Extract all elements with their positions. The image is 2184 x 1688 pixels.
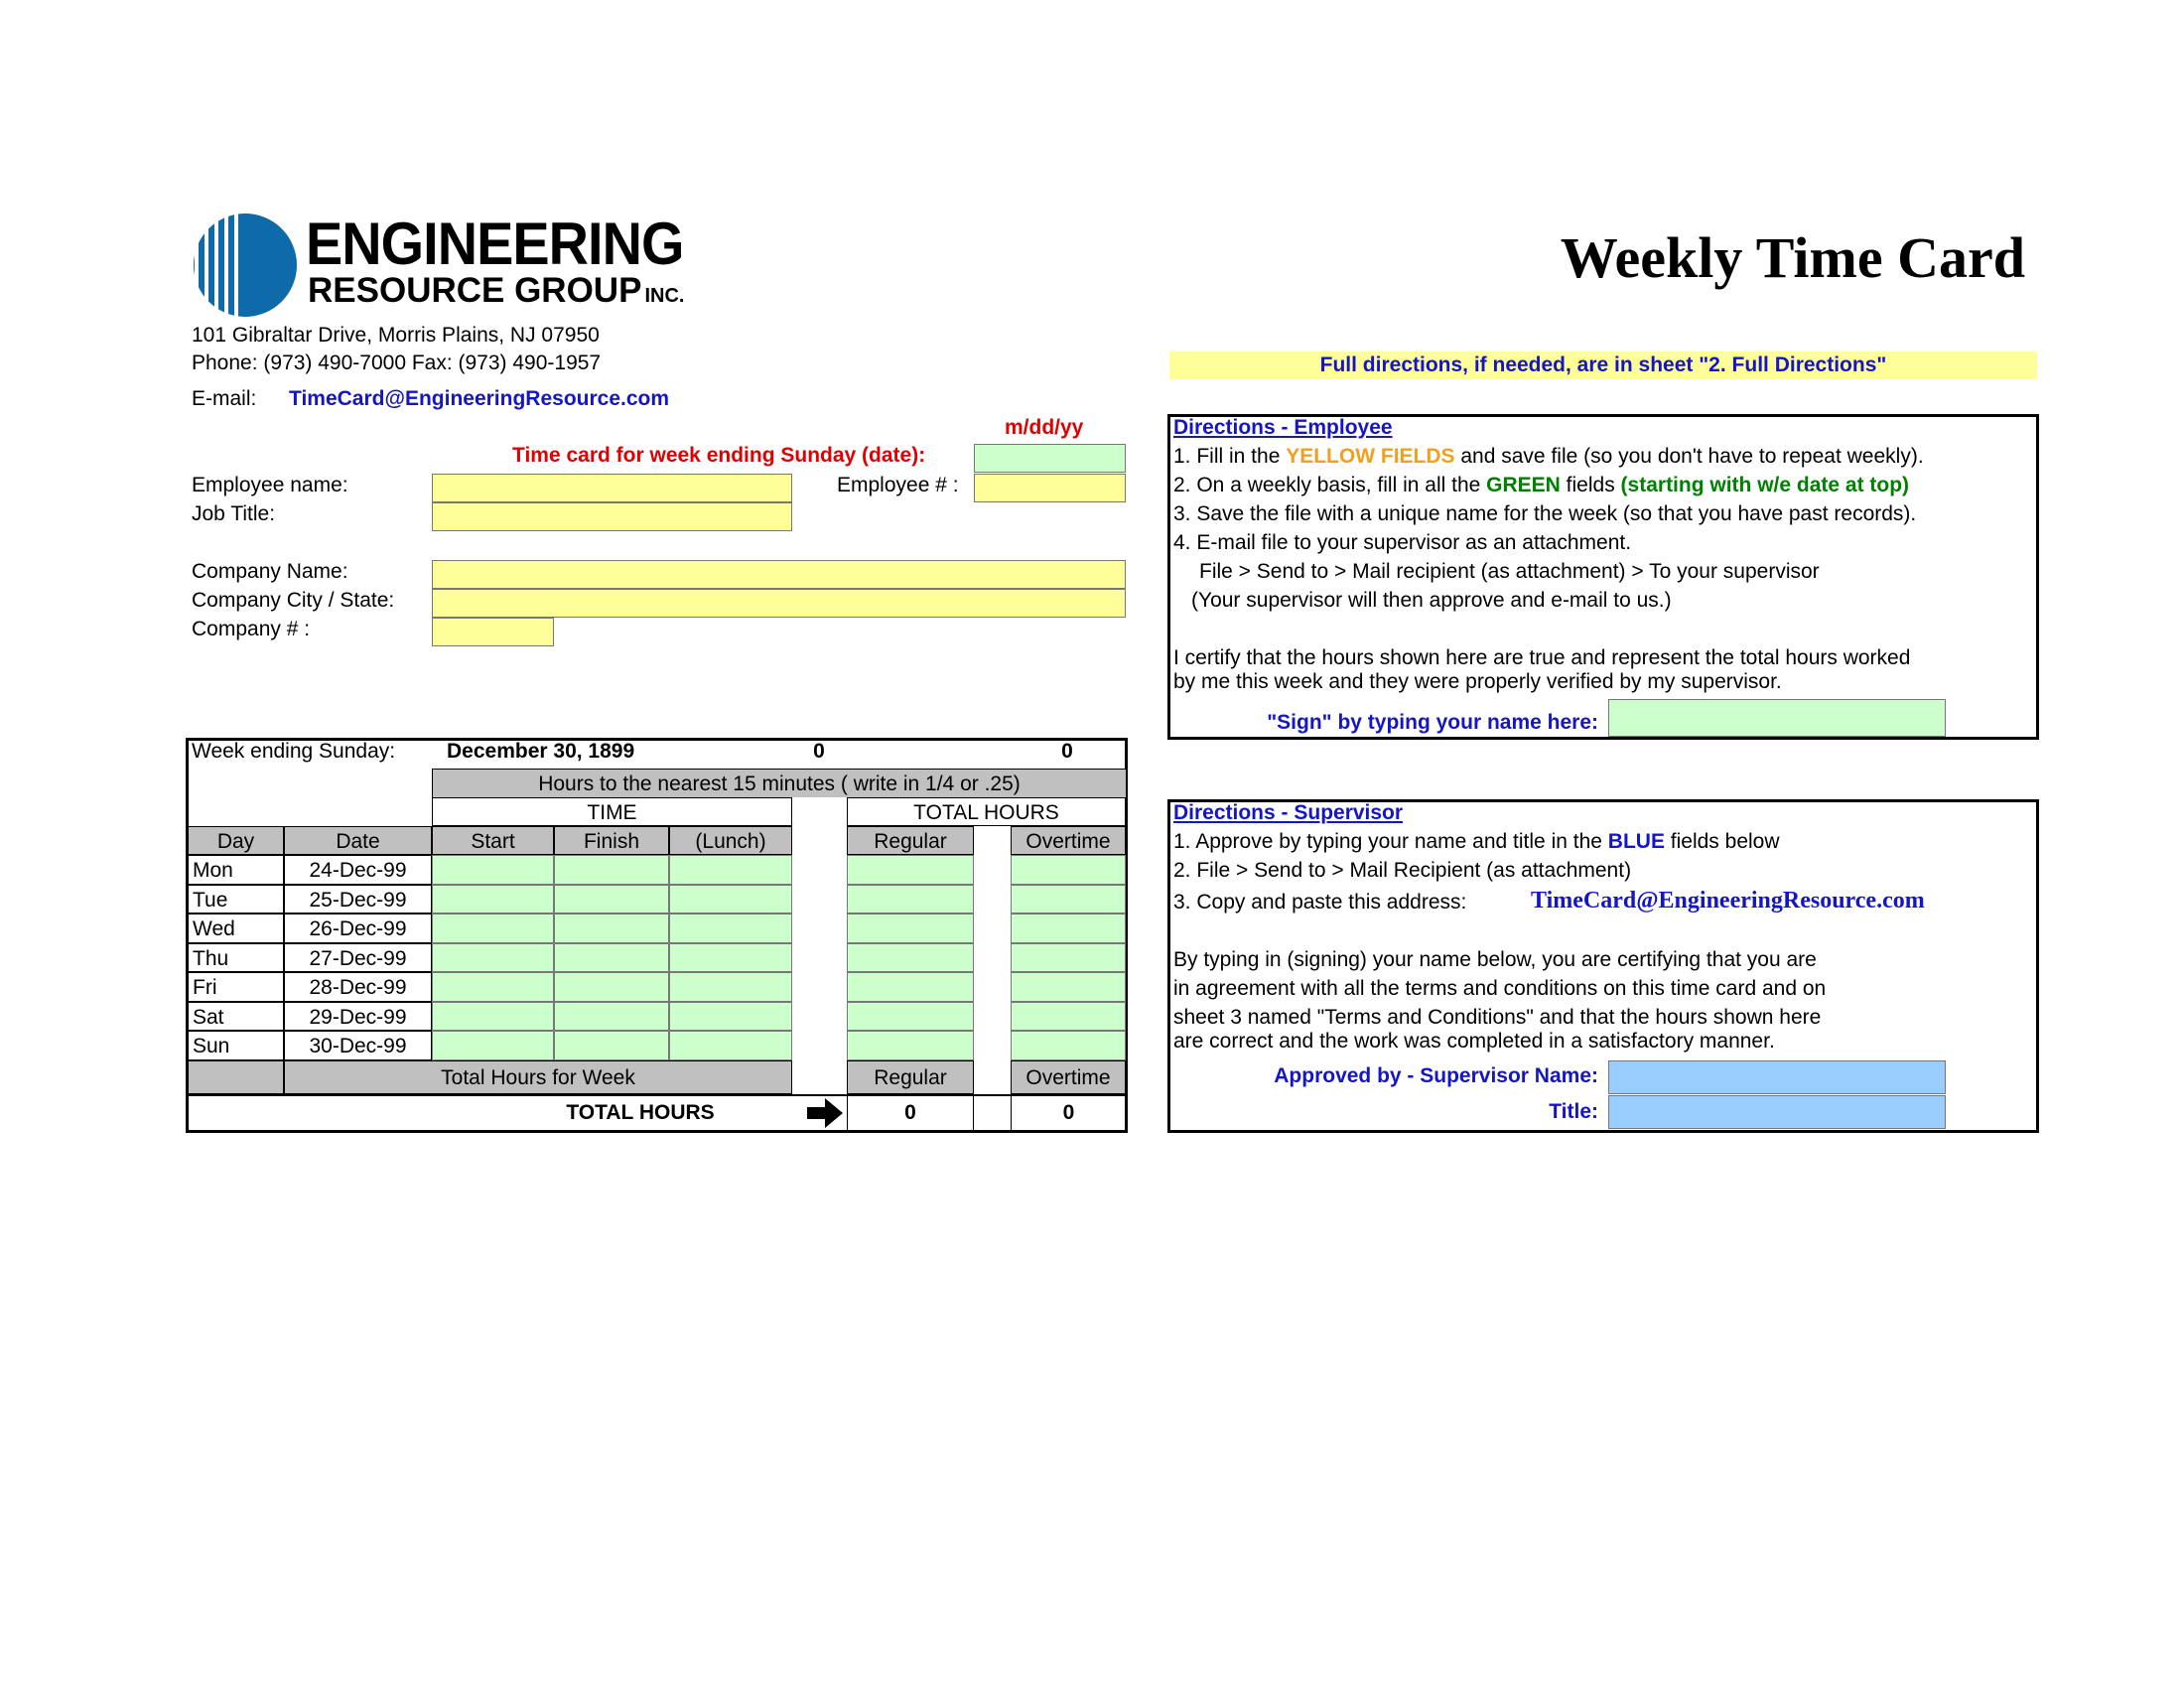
ts-total-week-day-cell	[188, 1060, 284, 1094]
supervisor-directions-heading[interactable]: Directions - Supervisor	[1173, 801, 1404, 824]
employee-direction-5: File > Send to > Mail recipient (as attachment) > To your supervisor	[1199, 560, 1820, 583]
ed2-b: GREEN	[1486, 474, 1561, 496]
supervisor-terms-1: By typing in (signing) your name below, you are certifying that you are	[1173, 948, 1817, 971]
employee-number-field[interactable]	[974, 474, 1126, 502]
company-city-field[interactable]	[432, 589, 1126, 618]
col-header-finish: Finish	[554, 826, 669, 855]
ts-total-divider	[188, 1094, 1126, 1096]
row-finish-field[interactable]	[554, 943, 669, 973]
row-finish-field[interactable]	[554, 914, 669, 943]
row-regular-field[interactable]	[847, 885, 974, 914]
row-overtime-field[interactable]	[1011, 914, 1126, 943]
ts-week-ending-value: December 30, 1899	[447, 740, 635, 763]
col-header-overtime: Overtime	[1011, 826, 1126, 855]
supervisor-name-label: Approved by - Supervisor Name:	[1274, 1064, 1598, 1087]
ed2-a: 2. On a weekly basis, fill in all the	[1173, 474, 1487, 496]
row-day: Sat	[188, 1002, 284, 1032]
ts-top-regular-total: 0	[813, 740, 825, 763]
ed2-d: (starting with w/e date at top)	[1620, 474, 1910, 496]
employee-number-label: Employee # :	[837, 474, 959, 496]
company-number-label: Company # :	[192, 618, 311, 640]
logo-inc: INC.	[644, 285, 685, 307]
row-overtime-field[interactable]	[1011, 1002, 1126, 1032]
arrow-right-icon	[807, 1098, 843, 1128]
supervisor-title-label: Title:	[1549, 1100, 1598, 1123]
employee-signature-field[interactable]	[1608, 699, 1946, 737]
sd1-a: 1. Approve by typing your name and title in the	[1173, 830, 1608, 853]
row-date: 29-Dec-99	[284, 1002, 432, 1032]
row-day: Mon	[188, 855, 284, 885]
full-directions-note: Full directions, if needed, are in sheet "2. Full Directions"	[1169, 352, 2037, 379]
row-start-field[interactable]	[432, 914, 554, 943]
supervisor-terms-4: are correct and the work was completed in a satisfactory manner.	[1173, 1030, 1775, 1053]
row-start-field[interactable]	[432, 972, 554, 1002]
employee-certify-2: by me this week and they were properly verified by my supervisor.	[1173, 670, 1782, 693]
row-overtime-field[interactable]	[1011, 972, 1126, 1002]
employee-sign-label: "Sign" by typing your name here:	[1267, 711, 1598, 734]
logo-stripes-icon	[189, 212, 303, 318]
row-regular-field[interactable]	[847, 1031, 974, 1060]
supervisor-direction-2: 2. File > Send to > Mail Recipient (as attachment)	[1173, 859, 1632, 882]
company-address: 101 Gibraltar Drive, Morris Plains, NJ 07950	[192, 324, 600, 347]
row-date: 25-Dec-99	[284, 885, 432, 914]
ts-total-regular-value: 0	[847, 1094, 974, 1131]
row-regular-field[interactable]	[847, 1002, 974, 1032]
employee-direction-1	[1173, 445, 1924, 469]
company-name-field[interactable]	[432, 560, 1126, 589]
row-day: Wed	[188, 914, 284, 943]
row-start-field[interactable]	[432, 855, 554, 885]
row-date: 27-Dec-99	[284, 943, 432, 973]
ts-week-ending-label: Week ending Sunday:	[192, 740, 396, 763]
row-date: 26-Dec-99	[284, 914, 432, 943]
supervisor-direction-1	[1173, 830, 1780, 854]
supervisor-name-field[interactable]	[1608, 1060, 1946, 1094]
job-title-field[interactable]	[432, 502, 792, 531]
employee-direction-2	[1173, 474, 1909, 497]
row-overtime-field[interactable]	[1011, 1031, 1126, 1060]
ts-total-hours-label: TOTAL HOURS	[566, 1101, 715, 1124]
row-finish-field[interactable]	[554, 855, 669, 885]
row-lunch-field[interactable]	[669, 914, 792, 943]
company-phone-fax: Phone: (973) 490-7000 Fax: (973) 490-1957	[192, 352, 602, 374]
row-day: Sun	[188, 1031, 284, 1060]
employee-direction-3: 3. Save the file with a unique name for the week (so that you have past records).	[1173, 502, 1917, 525]
row-overtime-field[interactable]	[1011, 855, 1126, 885]
row-date: 28-Dec-99	[284, 972, 432, 1002]
job-title-label: Job Title:	[192, 502, 276, 525]
ts-top-overtime-total: 0	[1061, 740, 1073, 763]
row-date: 24-Dec-99	[284, 855, 432, 885]
row-finish-field[interactable]	[554, 972, 669, 1002]
ed1-c: and save file (so you don't have to repeat weekly).	[1454, 445, 1924, 468]
ed1-a: 1. Fill in the	[1173, 445, 1287, 468]
row-finish-field[interactable]	[554, 1002, 669, 1032]
employee-name-field[interactable]	[432, 474, 792, 502]
col-header-date: Date	[284, 826, 432, 855]
ed2-c: fields	[1560, 474, 1621, 496]
date-format-hint: m/dd/yy	[1005, 416, 1084, 439]
ts-total-regular-label: Regular	[847, 1060, 974, 1094]
supervisor-terms-2: in agreement with all the terms and conditions on this time card and on	[1173, 977, 1827, 1000]
company-logo	[189, 211, 725, 320]
row-lunch-field[interactable]	[669, 1002, 792, 1032]
col-header-regular: Regular	[847, 826, 974, 855]
row-lunch-field[interactable]	[669, 943, 792, 973]
row-lunch-field[interactable]	[669, 885, 792, 914]
sd1-b: BLUE	[1607, 830, 1665, 853]
employee-direction-6: (Your supervisor will then approve and e-mail to us.)	[1191, 589, 1672, 612]
row-day: Tue	[188, 885, 284, 914]
row-lunch-field[interactable]	[669, 855, 792, 885]
employee-direction-4: 4. E-mail file to your supervisor as an attachment.	[1173, 531, 1632, 554]
company-email-label: E-mail:	[192, 387, 257, 410]
ts-total-overtime-value: 0	[1011, 1094, 1126, 1131]
row-regular-field[interactable]	[847, 943, 974, 973]
row-start-field[interactable]	[432, 1002, 554, 1032]
row-lunch-field[interactable]	[669, 1031, 792, 1060]
ts-total-week-label: Total Hours for Week	[284, 1060, 792, 1094]
row-date: 30-Dec-99	[284, 1031, 432, 1060]
logo-line2-text: RESOURCE GROUP	[308, 271, 642, 310]
row-start-field[interactable]	[432, 1031, 554, 1060]
employee-name-label: Employee name:	[192, 474, 348, 496]
employee-directions-heading[interactable]: Directions - Employee	[1173, 416, 1393, 439]
ts-total-overtime-label: Overtime	[1011, 1060, 1126, 1094]
supervisor-direction-3: 3. Copy and paste this address:	[1173, 891, 1467, 914]
logo-line2	[308, 272, 684, 315]
logo-line1: ENGINEERING	[306, 211, 684, 277]
row-start-field[interactable]	[432, 885, 554, 914]
row-regular-field[interactable]	[847, 972, 974, 1002]
ts-hours-note: Hours to the nearest 15 minutes ( write in 1/4 or .25)	[432, 769, 1126, 797]
supervisor-email-address[interactable]: TimeCard@EngineeringResource.com	[1531, 888, 1925, 914]
ts-total-hours-header: TOTAL HOURS	[847, 797, 1126, 826]
supervisor-terms-3: sheet 3 named "Terms and Conditions" and that the hours shown here	[1173, 1006, 1822, 1029]
ed1-b: YELLOW FIELDS	[1286, 445, 1455, 468]
page-title: Weekly Time Card	[1560, 225, 2025, 290]
company-name-label: Company Name:	[192, 560, 348, 583]
row-day: Fri	[188, 972, 284, 1002]
row-regular-field[interactable]	[847, 914, 974, 943]
row-regular-field[interactable]	[847, 855, 974, 885]
ts-time-header: TIME	[432, 797, 792, 826]
supervisor-title-field[interactable]	[1608, 1095, 1946, 1129]
sd1-c: fields below	[1664, 830, 1780, 853]
employee-certify-1: I certify that the hours shown here are true and represent the total hours worked	[1173, 646, 1911, 669]
row-finish-field[interactable]	[554, 1031, 669, 1060]
col-header-lunch: (Lunch)	[669, 826, 792, 855]
row-overtime-field[interactable]	[1011, 885, 1126, 914]
row-start-field[interactable]	[432, 943, 554, 973]
col-header-day: Day	[188, 826, 284, 855]
company-number-field[interactable]	[432, 618, 554, 646]
row-day: Thu	[188, 943, 284, 973]
week-ending-date-field[interactable]	[974, 444, 1126, 473]
col-header-start: Start	[432, 826, 554, 855]
week-ending-label: Time card for week ending Sunday (date):	[512, 444, 926, 467]
row-overtime-field[interactable]	[1011, 943, 1126, 973]
row-finish-field[interactable]	[554, 885, 669, 914]
company-city-label: Company City / State:	[192, 589, 395, 612]
row-lunch-field[interactable]	[669, 972, 792, 1002]
company-email-link[interactable]: TimeCard@EngineeringResource.com	[289, 387, 670, 410]
